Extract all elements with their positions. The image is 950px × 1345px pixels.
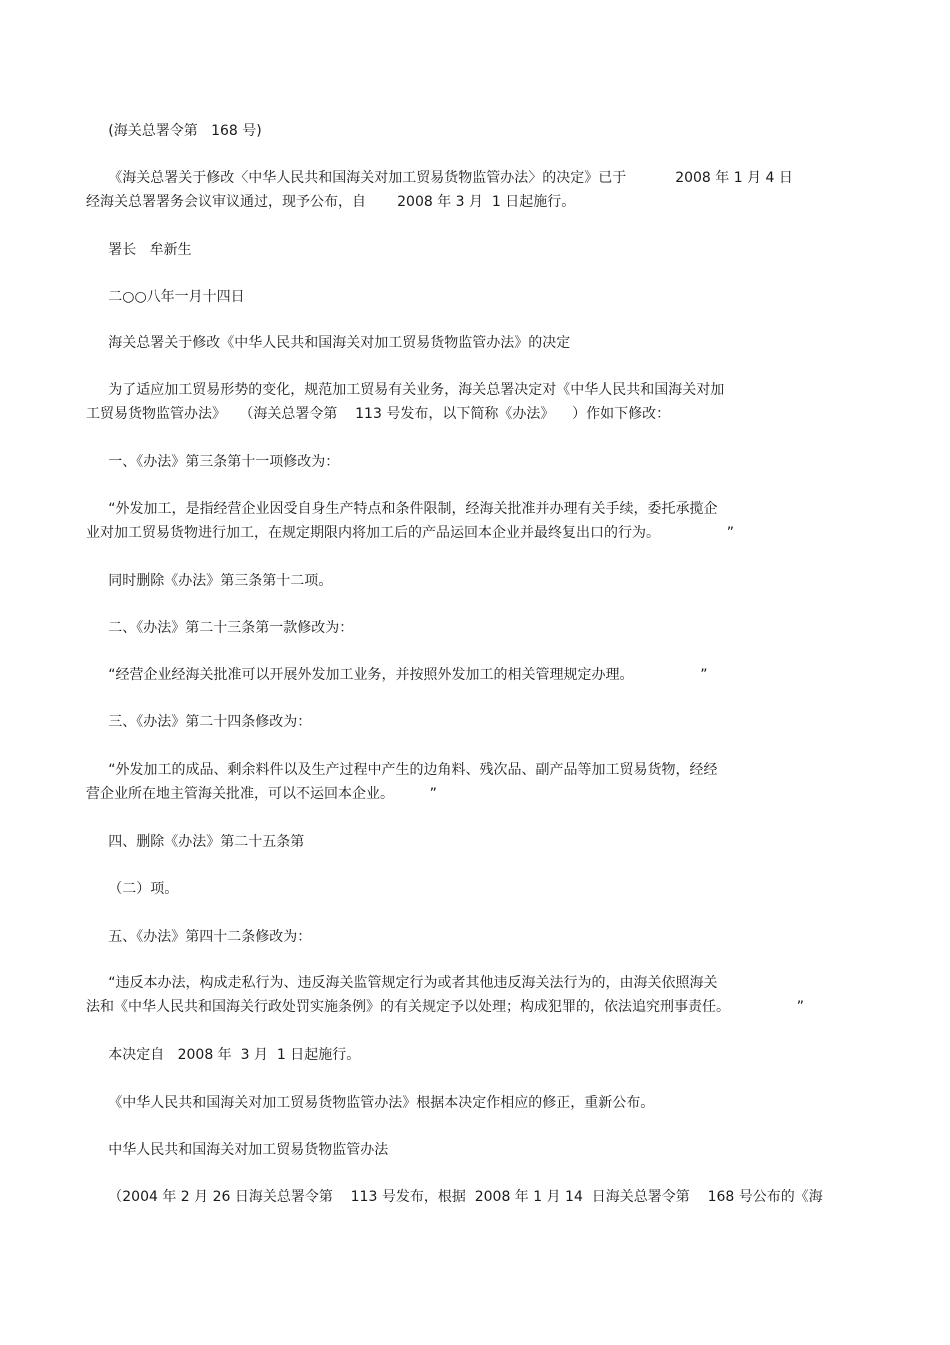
item-1-heading: 一、《办法》第三条第十一项修改为： [86, 454, 340, 470]
order-number: (海关总署令第 168 号) [86, 123, 262, 139]
item-1-delete: 同时删除《办法》第三条第十二项。 [86, 573, 333, 589]
preamble: 为了适应加工贸易形势的变化，规范加工贸易有关业务，海关总署决定对《中华人民共和国海关对加 工贸易货物监管办法》 （海关总署令第 113 号发布，以下简称《办法》 ）作如下修改： [86, 382, 725, 422]
item-3-heading: 三、《办法》第二十四条修改为： [86, 714, 312, 730]
item-2-text: “经营企业经海关批准可以开展外发加工业务，并按照外发加工的相关管理规定办理。 ” [86, 667, 708, 683]
issue-date: 二○○八年一月十四日 [86, 289, 245, 305]
item-5-text: “违反本办法，构成走私行为、违反海关监管规定行为或者其他违反海关法行为的，由海关依照海关 法和《中华人民共和国海关行政处罚实施条例》的有关规定予以处理；构成犯罪的，依法追究刑事责任。 ” [86, 975, 805, 1015]
decision-intro: 《海关总署关于修改〈中华人民共和国海关对加工贸易货物监管办法〉的决定》已于 2008 年 1 月 4 日 经海关总署署务会议审议通过，现予公布，自 2008 年 3 月 1 日起施行。 [86, 170, 793, 210]
measures-title: 中华人民共和国海关对加工贸易货物监管办法 [86, 1142, 389, 1158]
effective-date: 本决定自 2008 年 3 月 1 日起施行。 [86, 1047, 361, 1063]
decision-title: 海关总署关于修改《中华人民共和国海关对加工贸易货物监管办法》的决定 [86, 335, 571, 351]
item-1-text: “外发加工，是指经营企业因受自身生产特点和条件限制，经海关批准并办理有关手续，委托承揽企 业对加工贸易货物进行加工，在规定期限内将加工后的产品运回本企业并最终复出口的行为。 ” [86, 501, 735, 541]
item-3-text: “外发加工的成品、剩余料件以及生产过程中产生的边角料、残次品、副产品等加工贸易货物，经经 营企业所在地主管海关批准，可以不运回本企业。 ” [86, 762, 718, 802]
measures-note: （2004 年 2 月 26 日海关总署令第 113 号发布，根据 2008 年 1 月 14 日海关总署令第 168 号公布的《海 [86, 1189, 823, 1205]
item-2-heading: 二、《办法》第二十三条第一款修改为： [86, 620, 354, 636]
signatory: 署长 牟新生 [86, 242, 192, 258]
item-5-heading: 五、《办法》第四十二条修改为： [86, 929, 312, 945]
republish-note: 《中华人民共和国海关对加工贸易货物监管办法》根据本决定作相应的修正，重新公布。 [86, 1095, 655, 1111]
item-4-heading: 四、删除《办法》第二十五条第 [86, 834, 305, 850]
item-4-sub: （二）项。 [86, 881, 179, 897]
